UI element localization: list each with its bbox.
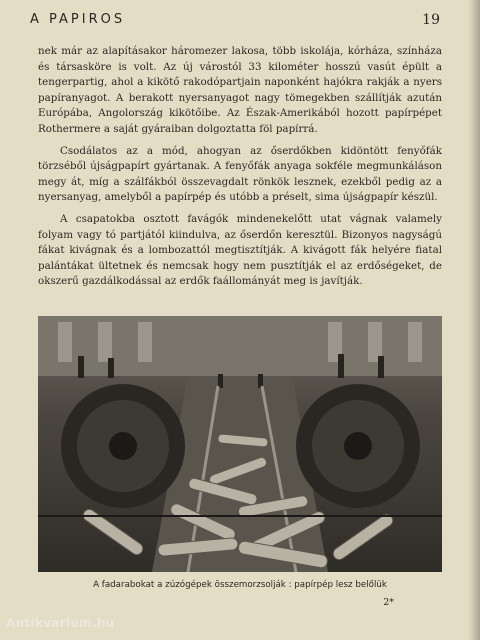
- running-title: A PAPIROS: [30, 12, 126, 27]
- factory-photograph: [38, 316, 442, 572]
- body-text: [38, 44, 442, 290]
- figure-caption: A fadarabokat a zúzógépek összemorzsolják : papírpép lesz belőlük: [93, 580, 387, 590]
- watermark: Antikvarium.hu: [6, 616, 115, 630]
- paragraph: A csapatokba osztott favágók mindenekelőtt utat vágnak valamely folyam vagy tó partjától kiindulva, az őserdőn keresztül. Bizonyos nagyságú fákat kivágnak és a lombozattól megtisztítják. A kivágott fák helyére fiatal palántákat ültetnek és nemcsak hogy nem pusztítják el az erdőségeket, de okszerű gazdálkodással az erdők faállományát meg is javítják.: [38, 212, 442, 288]
- page-number: 19: [422, 12, 440, 28]
- printer-signature-mark: 2*: [383, 597, 394, 608]
- paragraph: Csodálatos az a mód, ahogyan az őserdőkben kidöntött fenyőfák törzséből újságpapírt gyártanak. A fenyőfák anyaga sokféle megmunkáláson megy át, míg a szálfákból összevagdalt rönkök lesznek, ezekből pedig az a nyersanyag, amelyből a papírpép és utóbb a préselt, sima újságpapír készül.: [38, 144, 442, 204]
- paragraph: nek már az alapításakor háromezer lakosa, több iskolája, kórháza, színháza és társasköre is volt. Az új várostól 33 kilométer hosszú vasút épült a tengerpartig, ahol a kikötő rakodópartjain naponként hajókra rakják a nyers papíranyagot. A berakott nyersanyagot nagy tömegekben szállítják azután Európába, Angolország kikötőibe. Az Észak-Amerikából hozott papírpépet Rothermere a saját gyáraiban dolgoztatta föl papírrá.: [38, 45, 442, 135]
